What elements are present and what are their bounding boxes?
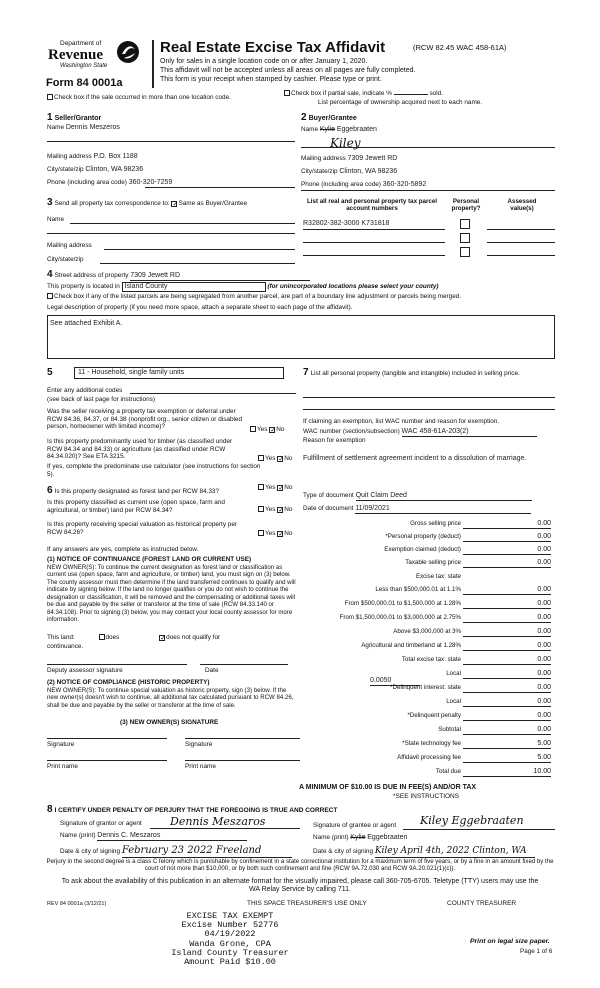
buyer-line-1: [301, 147, 555, 148]
assessed-line-1[interactable]: [487, 229, 555, 230]
county-select[interactable]: Island County: [122, 282, 266, 292]
total-row: [300, 684, 555, 695]
total-value[interactable]: 0.00: [463, 656, 551, 665]
total-label: Local: [446, 670, 461, 677]
total-row: [300, 670, 555, 681]
total-value[interactable]: 10.00: [463, 768, 551, 777]
sec7-line-2[interactable]: [303, 409, 555, 410]
total-row: [300, 698, 555, 709]
grantor-date-row: Date & city of signing February 23 2022 Freeland: [60, 845, 292, 858]
addl-codes-label: Enter any additional codes: [47, 387, 123, 394]
dor-swirl-icon: [116, 40, 140, 64]
notice2-head: (2) NOTICE OF COMPLIANCE (HISTORIC PROPERTY): [47, 679, 210, 686]
total-value[interactable]: 0.00: [463, 642, 551, 651]
does-qualify-box[interactable]: [99, 634, 105, 640]
grantee-name[interactable]: Eggebraaten: [367, 834, 408, 841]
sec3-city-line[interactable]: [100, 263, 295, 264]
total-row: [300, 533, 555, 544]
seller-mail[interactable]: P.O. Box 1188: [93, 153, 138, 160]
sec6-q2: Is this property classified as current use (open space, farm and agricultural, or timber) land per RCW 84.34?: [47, 499, 225, 514]
continuance-label: continuance.: [47, 643, 84, 650]
sec5-q2-yesno: Yes ✓ No: [258, 455, 292, 463]
grantor-name-row: Name (print) Dennis C. Meszaros: [60, 832, 247, 841]
dor-logo: [46, 40, 146, 76]
segregate-check[interactable]: Check box if any of the listed parcels are being segregated from another parcel, are part of a boundary line adjustment or parcels being merged.: [47, 293, 461, 301]
seller-name-row: Name Dennis Meszeros: [47, 124, 120, 131]
deputy-date-line[interactable]: [200, 664, 288, 665]
multi-location-check[interactable]: Check box if the sale occurred in more than one location code.: [47, 94, 231, 102]
historic-yes-box[interactable]: [258, 530, 264, 536]
grantee-signature: Kiley Eggebraaten: [420, 814, 524, 827]
personal-col-header: Personal property?: [451, 198, 481, 213]
currentuse-no-box[interactable]: [277, 507, 283, 513]
sec5-q1-yesno: Yes ✓ No: [250, 426, 284, 434]
sec3-city-row: City/state/zip: [47, 256, 84, 263]
segregate-checkbox[interactable]: [47, 293, 53, 299]
stamp-line: Island County Treasurer: [171, 947, 289, 958]
grantee-sig-line[interactable]: [403, 829, 555, 830]
sec4-located-row: This property is located in Island County (for unincorporated locations please select your county): [47, 282, 439, 292]
see-back-note: (see back of last page for instructions): [47, 396, 155, 403]
sec3-heading: 3 Send all property tax correspondence to: ✓ Same as Buyer/Grantee: [47, 197, 247, 209]
street-address[interactable]: 7309 Jewett RD: [130, 272, 310, 281]
stamp-line: 04/19/2022: [204, 929, 256, 940]
sec5-q2b: If yes, complete the predominate use calculator (see instructions for section 5).: [47, 463, 261, 478]
seller-phone-row: Phone (including area code) 360-320-7259: [47, 179, 173, 186]
buyer-mail[interactable]: 7309 Jewett RD: [347, 155, 398, 162]
form-title: Real Estate Excise Tax Affidavit: [160, 39, 386, 56]
certify-heading: 8 I CERTIFY UNDER PENALTY OF PERJURY THAT THE FOREGOING IS TRUE AND CORRECT: [47, 804, 338, 815]
seller-mail-row: Mailing address P.O. Box 1188: [47, 153, 138, 160]
assessed-col-header: Assessed value(s): [507, 198, 537, 213]
sec6-q3: Is this property receiving special valuation as historical property per RCW 84.26?: [47, 521, 238, 536]
state-line: Washington State: [60, 63, 108, 69]
multi-location-checkbox[interactable]: [47, 94, 53, 100]
dept-line: Department of: [60, 40, 102, 47]
sec6-q3-yesno: Yes ✓ No: [258, 530, 292, 538]
seller-city-row: City/state/zip Clinton, WA 98236: [47, 166, 144, 173]
sec3-name-line2[interactable]: [47, 233, 295, 234]
seller-phone-line: [145, 187, 295, 188]
sec7-line-1[interactable]: [303, 397, 555, 398]
total-value[interactable]: 0.00: [463, 600, 551, 609]
total-row: [300, 656, 555, 667]
use-code-select[interactable]: 11 - Household, single family units: [74, 367, 284, 379]
grantee-date-city[interactable]: Kiley April 4th, 2022 Clinton, WA: [375, 846, 535, 858]
wac-number[interactable]: WAC 458-61A-203(2): [402, 428, 537, 437]
total-value[interactable]: 5.00: [463, 754, 551, 763]
owner-sig-label-1: Signature: [47, 741, 75, 748]
parcel-line-3: [303, 255, 445, 256]
buyer-city[interactable]: Clinton, WA 98236: [339, 168, 398, 175]
owner-print-label-2: Print name: [185, 763, 216, 770]
owner-print-label-1: Print name: [47, 763, 78, 770]
total-row: [300, 520, 555, 531]
total-row: [300, 573, 555, 584]
sec6-q1-yesno: Yes ✓ No: [258, 484, 292, 492]
total-row: [300, 546, 555, 557]
total-row: [300, 712, 555, 723]
parcel-number[interactable]: R32802-382-3000 K731818: [303, 220, 390, 227]
revenue-word: Revenue: [48, 47, 103, 63]
owner-print-line-1[interactable]: [47, 760, 167, 761]
total-label: Exemption claimed (deduct): [384, 546, 461, 553]
does-not-qualify-box[interactable]: [159, 635, 165, 641]
minimum-due-note: A MINIMUM OF $10.00 IS DUE IN FEE(S) AND/OR TAX: [299, 784, 477, 791]
treasurer-stamp: [150, 912, 310, 967]
forest-yes-box[interactable]: [258, 484, 264, 490]
partial-sale-checkbox[interactable]: [284, 90, 290, 96]
sec3-name-line[interactable]: [70, 223, 295, 224]
total-label: *Delinquent interest: state: [390, 684, 461, 691]
total-row: [300, 754, 555, 765]
sec6-q1: 6 Is this property designated as forest land per RCW 84.33?: [47, 485, 220, 496]
owner-print-line-2[interactable]: [185, 760, 300, 761]
total-value[interactable]: 0.00: [463, 614, 551, 623]
treasurer-use-only: THIS SPACE TREASURER'S USE ONLY: [247, 900, 367, 907]
sec4-street-row: 4 Street address of property 7309 Jewett RD: [47, 269, 310, 281]
total-row: [300, 600, 555, 611]
doc-date[interactable]: 11/09/2021: [355, 505, 531, 514]
sec6-if-yes: If any answers are yes, complete as instructed below.: [47, 546, 199, 553]
personal-box-2[interactable]: [460, 233, 470, 243]
historic-no-box[interactable]: [277, 531, 283, 537]
stamp-line: EXCISE TAX EXEMPT: [186, 911, 274, 921]
doctype-row: Type of document Quit Claim Deed: [303, 492, 532, 501]
sec3-name-row: Name: [47, 216, 65, 223]
total-value[interactable]: 0.00: [463, 559, 551, 568]
wac-intro: If claiming an exemption, list WAC number and reason for exemption.: [303, 418, 500, 425]
total-label: Agricultural and timberland at 1.28%: [361, 642, 461, 649]
notice2-body: NEW OWNER(S): To continue special valuation as historic property, sign (3) below. If the new owner(s) doesn't wish to continue, all additional tax calculated pursuant to RCW 84.26, shall be due and payable by the seller or transferor at the time of sale.: [47, 687, 294, 709]
total-label: *Personal property (deduct): [385, 533, 461, 540]
grantor-name[interactable]: Dennis C. Meszaros: [97, 832, 247, 841]
county-treasurer-label: COUNTY TREASURER: [447, 900, 517, 907]
ownership-note: List percentage of ownership acquired next to each name.: [318, 99, 483, 106]
notice3-head: (3) NEW OWNER(S) SIGNATURE: [120, 719, 219, 726]
accessibility-notice: To ask about the availability of this publication in an alternate format for the visually impaired, please call 360-705-6705. Teletype (TTY) users may use the WA Relay Service by calling 711.: [61, 878, 539, 894]
total-value[interactable]: 0.00: [463, 670, 551, 679]
total-row: [300, 726, 555, 737]
total-label: Local: [446, 698, 461, 705]
owner-sig-label-2: Signature: [185, 741, 213, 748]
stamp-line: Excise Number 52776: [181, 920, 279, 931]
seller-name-line2: [47, 141, 295, 142]
total-label: Gross selling price: [410, 520, 461, 527]
stamp-line: Amount Paid $10.00: [184, 956, 276, 967]
partial-sale-check[interactable]: Check box if partial sale, indicate % sold.: [284, 90, 443, 98]
reason-text[interactable]: Fulfillment of settlement agreement incident to a dissolution of marriage.: [303, 455, 527, 462]
total-label: From $1,500,000.01 to $3,000,000 at 2.75%: [339, 614, 461, 621]
addl-codes-line[interactable]: [130, 393, 296, 394]
page-number: Page 1 of 6: [520, 948, 553, 955]
forest-no-box[interactable]: [277, 485, 283, 491]
total-label: *State technology fee: [402, 740, 461, 747]
total-value[interactable]: 0.00: [463, 586, 551, 595]
grantor-date-city[interactable]: February 23 2022 Freeland: [122, 845, 292, 858]
grantor-signature: Dennis Meszaros: [170, 815, 266, 828]
reason-label: Reason for exemption: [303, 437, 366, 444]
total-label: Excise tax: state: [415, 573, 461, 580]
notice1-head: (1) NOTICE OF CONTINUANCE (FOREST LAND OR CURRENT USE): [47, 556, 252, 563]
stamp-line: Wanda Grone, CPA: [189, 938, 271, 949]
sec7-text: 7 List all personal property (tangible and intangible) included in selling price.: [303, 367, 520, 378]
total-value[interactable]: 0.00: [463, 520, 551, 529]
total-label: Less than $500,000.01 at 1.1%: [375, 586, 461, 593]
sec5-num: 5: [47, 367, 53, 378]
q1-yes-box[interactable]: [250, 426, 256, 432]
total-row: [300, 559, 555, 570]
total-label: Subtotal: [438, 726, 461, 733]
total-row: [300, 586, 555, 597]
total-label: Above $3,000,000 at 3%: [393, 628, 461, 635]
buyer-name-handwritten: Kiley: [330, 136, 361, 150]
total-value[interactable]: 0.00: [463, 712, 551, 721]
total-value[interactable]: 0.00: [463, 533, 551, 542]
seller-phone[interactable]: 360-320-7259: [128, 179, 173, 186]
total-row: [300, 642, 555, 653]
seller-name[interactable]: Dennis Meszeros: [65, 124, 120, 131]
parcel-col-header: List all real and personal property tax parcel account numbers: [307, 198, 437, 213]
subtitle-1: Only for sales in a single location code on or after January 1, 2020.: [160, 58, 368, 65]
seller-city[interactable]: Clinton, WA 98236: [85, 166, 144, 173]
sec5-q1: Was the seller receiving a property tax exemption or deferral under RCW 84.36, 84.37, or 84.38 (nonprofit org., senior citizen or disabled person, homeowner with limited income)?: [47, 408, 243, 431]
total-row: [300, 628, 555, 639]
buyer-mail-row: Mailing address 7309 Jewett RD: [301, 155, 398, 162]
assessed-line-3[interactable]: [487, 255, 555, 256]
grantee-date-row: Date & city of signing Kiley April 4th, 2022 Clinton, WA: [313, 846, 535, 858]
owner-sig-line-2[interactable]: [185, 738, 300, 739]
buyer-heading: 2 Buyer/Grantee: [301, 112, 357, 123]
q2-yes-box[interactable]: [258, 455, 264, 461]
parcel-line-1: [303, 229, 445, 230]
total-label: *Delinquent penalty: [407, 712, 461, 719]
same-as-buyer-checkbox[interactable]: [171, 201, 177, 207]
total-label: Affidavit processing fee: [397, 754, 461, 761]
buyer-name-row: Name Kylie Eggebraaten: [301, 126, 377, 133]
q2-no-box[interactable]: [277, 456, 283, 462]
currentuse-yes-box[interactable]: [258, 506, 264, 512]
buyer-phone[interactable]: 360-320-5892: [382, 181, 427, 188]
total-label: Taxable selling price: [405, 559, 461, 566]
buyer-name-struck: Kylie: [319, 126, 336, 133]
doc-type[interactable]: Quit Claim Deed: [356, 492, 532, 501]
wac-row: WAC number (section/subsection) WAC 458-61A-203(2): [303, 428, 537, 437]
total-value[interactable]: 0.00: [463, 698, 551, 707]
total-value[interactable]: 0.00: [463, 628, 551, 637]
total-value[interactable]: 0.00: [463, 726, 551, 735]
buyer-city-row: City/state/zip Clinton, WA 98236: [301, 168, 398, 175]
grantee-sig-row: Signature of grantee or agent: [313, 822, 397, 829]
total-value[interactable]: 0.00: [463, 546, 551, 555]
deputy-sig-label: Deputy assessor signature: [47, 667, 123, 674]
seller-heading: 1 Seller/Grantor: [47, 112, 102, 123]
form-rcw: (RCW 82.45 WAC 458-61A): [413, 43, 507, 52]
perjury-notice: Perjury in the second degree is a class C felony which is punishable by confinement in a state correctional institution for a maximum term of five years, or by a fine in an amount fixed by the court of not more than $10,000, or by both such confinement and fine (RCW 9A.72.030 and RCW 9A.20.021(1)(c)).: [46, 858, 554, 873]
legal-desc-label: Legal description of property (if you need more space, attach a separate sheet to each page of the affidavit).: [47, 304, 353, 311]
total-label: Total excise tax: state: [401, 656, 461, 663]
assessed-line-2[interactable]: [487, 242, 555, 243]
personal-box-3[interactable]: [460, 247, 470, 257]
sec6-q2-yesno: Yes ✓ No: [258, 506, 292, 514]
grantee-name-row: Name (print) Kylie Eggebraaten: [313, 834, 408, 841]
grantor-sig-row: Signature of grantor or agent: [60, 820, 142, 827]
form-number: Form 84 0001a: [46, 77, 123, 89]
revision-code: REV 84 0001a (3/12/21): [47, 901, 107, 907]
total-row: [300, 614, 555, 625]
legal-desc-box[interactable]: [47, 315, 555, 359]
total-row: [300, 768, 555, 779]
total-label: Total due: [435, 768, 461, 775]
notice1-body: NEW OWNER(S): To continue the current designation as forest land or classification as current use (open space, farm and agriculture, or timber) land, you must sign on (3) below. The county assessor must then determine if the land transferred continues to qualify and will indicate by signing below. If the land no longer qualifies or you do not wish to continue the designation or classification, it will be removed and the compensating or additional taxes will be due and payable by the seller or transferor at the time of sale (RCW 84.33.140 or 84.34.108). Prior to signing (3) below, you may contact your local county assessor for more information.: [47, 564, 296, 624]
header-divider: [152, 40, 154, 88]
buyer-line-2: [301, 190, 555, 191]
total-row: [300, 740, 555, 751]
this-land-row: This land: does ✓ does not qualify for: [47, 634, 297, 642]
buyer-name[interactable]: Eggebraaten: [336, 126, 377, 133]
deputy-date-label: Date: [205, 667, 219, 674]
personal-box-1[interactable]: [460, 219, 470, 229]
sec3-mail-line[interactable]: [104, 249, 295, 250]
subtitle-2: This affidavit will not be accepted unless all areas on all pages are fully completed.: [160, 67, 416, 74]
total-value[interactable]: 0.00: [463, 684, 551, 693]
local-rate: 0.0050: [370, 677, 420, 686]
see-instructions: *SEE INSTRUCTIONS: [393, 793, 460, 800]
sec3-mail-row: Mailing address: [47, 242, 92, 249]
legal-desc-text: See attached Exhibit A.: [50, 320, 123, 327]
owner-sig-line-1[interactable]: [47, 738, 167, 739]
q1-no-box[interactable]: [269, 427, 275, 433]
buyer-phone-row: Phone (including area code) 360-320-5892: [301, 181, 427, 188]
grantee-name-struck: Kylie: [350, 834, 366, 841]
total-value[interactable]: 5.00: [463, 740, 551, 749]
sec5-q2: Is this property predominantly used for timber (as classified under RCW 84.34 and 84.33) or agriculture (as classified under RCW 84.34.020)? See ETA 3215.: [47, 438, 233, 461]
subtitle-3: This form is your receipt when stamped by cashier. Please type or print.: [160, 76, 382, 83]
parcel-line-2: [303, 242, 445, 243]
deputy-sig-line[interactable]: [47, 664, 187, 665]
docdate-row: Date of document 11/09/2021: [303, 505, 531, 514]
partial-pct-field[interactable]: [394, 94, 428, 95]
legal-size-note: Print on legal size paper.: [470, 938, 550, 945]
total-label: From $500,000.01 to $1,500,000 at 1.28%: [344, 600, 461, 607]
